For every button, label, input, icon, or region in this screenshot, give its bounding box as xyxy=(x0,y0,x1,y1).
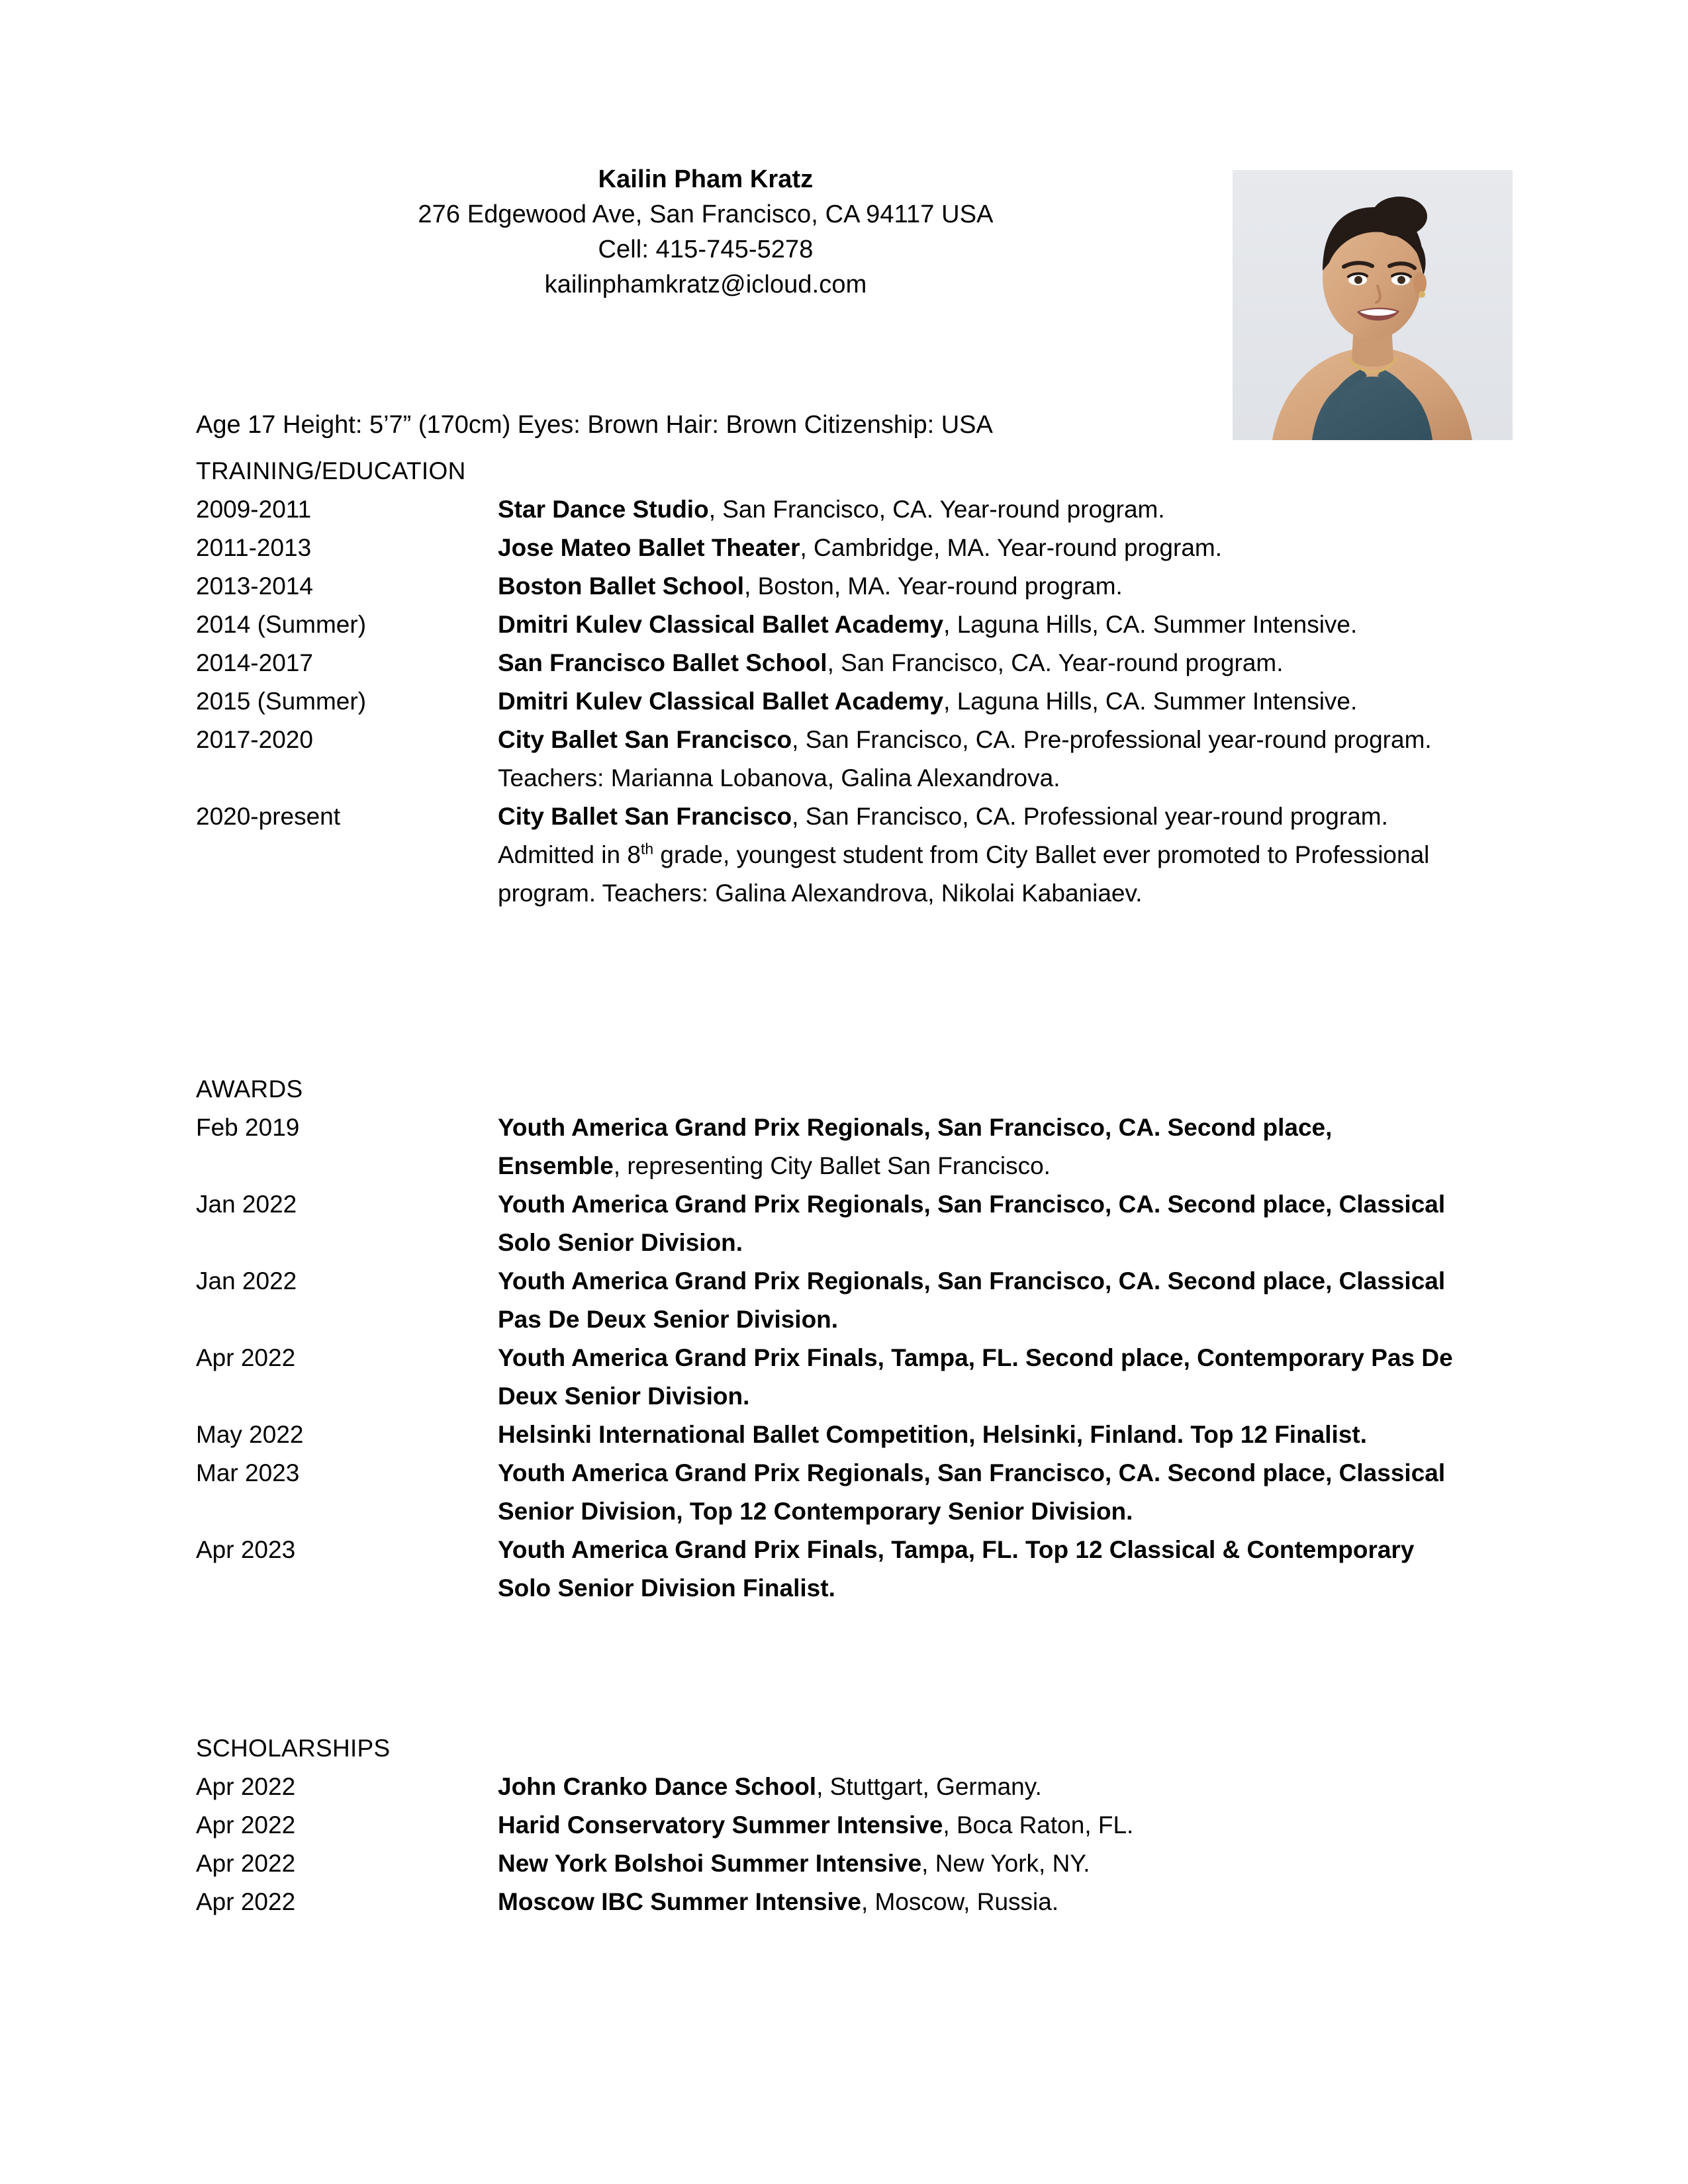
entry-date: May 2022 xyxy=(196,1421,304,1448)
entry-date: 2009-2011 xyxy=(196,496,312,523)
entry-detail-post: grade, youngest student from City Ballet ever promoted to Professional program. Teachers: Galina Alexandrova, Nikolai Kabaniaev. xyxy=(498,841,1430,907)
entry-detail-pre: , San Francisco, CA. Professional year-round program. Admitted in 8 xyxy=(498,803,1388,868)
entry-institution: Jose Mateo Ballet Theater xyxy=(498,534,800,561)
entry-row xyxy=(196,1339,1493,1416)
entry-body xyxy=(498,721,1461,797)
entry-date: Apr 2023 xyxy=(196,1536,296,1563)
entry-row xyxy=(196,1768,1493,1806)
entry-body xyxy=(498,529,1461,567)
entry-body xyxy=(498,1531,1461,1608)
entry-date: 2017-2020 xyxy=(196,726,313,753)
entry-award: Youth America Grand Prix Regionals, San Francisco, CA. Second place, Ensemble xyxy=(498,1114,1333,1179)
entry-institution: Moscow IBC Summer Intensive xyxy=(498,1888,861,1915)
entry-row xyxy=(196,1416,1493,1454)
section-scholarships xyxy=(196,1729,1493,1921)
entry-date: Mar 2023 xyxy=(196,1459,300,1486)
ordinal-suffix: th xyxy=(640,840,654,858)
entry-detail: , representing City Ballet San Francisco. xyxy=(613,1152,1051,1179)
entry-body xyxy=(498,1806,1493,1844)
entry-body xyxy=(498,1109,1461,1185)
entry-date: Feb 2019 xyxy=(196,1114,300,1141)
entry-institution: Dmitri Kulev Classical Ballet Academy xyxy=(498,611,944,638)
entry-award: Youth America Grand Prix Regionals, San Francisco, CA. Second place, Classical Solo Senior Division. xyxy=(498,1191,1446,1256)
section-heading: AWARDS xyxy=(196,1075,303,1103)
entry-award: Youth America Grand Prix Finals, Tampa, FL. Second place, Contemporary Pas De Deux Senior Division. xyxy=(498,1344,1453,1410)
entry-date: Jan 2022 xyxy=(196,1191,297,1218)
entry-body xyxy=(498,644,1461,682)
entry-date: Apr 2022 xyxy=(196,1850,296,1877)
headshot-photo xyxy=(1233,170,1513,440)
entry-date: 2015 (Summer) xyxy=(196,688,367,715)
entry-institution: John Cranko Dance School xyxy=(498,1773,817,1800)
entry-row xyxy=(196,1262,1493,1339)
entry-date: Apr 2022 xyxy=(196,1811,296,1839)
entry-body xyxy=(498,1844,1493,1883)
section-awards xyxy=(196,1070,1493,1608)
section-heading: SCHOLARSHIPS xyxy=(196,1735,391,1762)
entry-date: 2014 (Summer) xyxy=(196,611,367,638)
entry-row xyxy=(196,490,1493,529)
entry-row xyxy=(196,1185,1493,1262)
entry-detail: , Cambridge, MA. Year-round program. xyxy=(800,534,1223,561)
entry-institution: Boston Ballet School xyxy=(498,572,745,600)
entry-institution: City Ballet San Francisco xyxy=(498,803,792,830)
entry-body xyxy=(498,606,1461,644)
entry-detail: , San Francisco, CA. Year-round program. xyxy=(708,496,1165,523)
entry-body xyxy=(498,1185,1461,1262)
entry-body xyxy=(498,1883,1493,1921)
entry-award: Youth America Grand Prix Regionals, San Francisco, CA. Second place, Classical Pas De Deux Senior Division. xyxy=(498,1267,1446,1333)
entry-row xyxy=(196,1883,1493,1921)
entry-detail: , San Francisco, CA. Year-round program. xyxy=(827,649,1284,676)
entry-detail: , Laguna Hills, CA. Summer Intensive. xyxy=(943,688,1358,715)
entry-row xyxy=(196,567,1493,606)
entry-institution: Harid Conservatory Summer Intensive xyxy=(498,1811,943,1839)
header-email: kailinphamkratz@icloud.com xyxy=(544,271,867,298)
entry-detail: , San Francisco, CA. Pre-professional year-round program. Teachers: Marianna Lobanova, Galina Alexandrova. xyxy=(498,726,1432,792)
section-training-education xyxy=(196,452,1493,913)
entry-row xyxy=(196,1531,1493,1608)
entry-detail: , Stuttgart, Germany. xyxy=(816,1773,1042,1800)
entry-institution: Dmitri Kulev Classical Ballet Academy xyxy=(498,688,944,715)
header-contact-block xyxy=(196,162,1215,302)
entry-date: 2014-2017 xyxy=(196,649,313,676)
entry-date: 2020-present xyxy=(196,803,341,830)
entry-date: Apr 2022 xyxy=(196,1888,296,1915)
entry-row xyxy=(196,606,1493,644)
vitals-line: Age 17 Height: 5’7” (170cm) Eyes: Brown Hair: Brown Citizenship: USA xyxy=(196,411,993,439)
entry-institution: Star Dance Studio xyxy=(498,496,709,523)
entry-row xyxy=(196,721,1493,797)
entry-row xyxy=(196,1844,1493,1883)
entry-institution: New York Bolshoi Summer Intensive xyxy=(498,1850,922,1877)
entry-institution: City Ballet San Francisco xyxy=(498,726,792,753)
entry-date: 2011-2013 xyxy=(196,534,312,561)
entry-body xyxy=(498,1454,1461,1531)
headshot-illustration xyxy=(1233,170,1513,440)
page-title: Kailin Pham Kratz xyxy=(598,165,814,193)
entry-row xyxy=(196,1109,1493,1185)
entry-detail: , Laguna Hills, CA. Summer Intensive. xyxy=(943,611,1358,638)
entry-body xyxy=(498,682,1461,721)
entry-row xyxy=(196,1806,1493,1844)
entry-date: Apr 2022 xyxy=(196,1773,296,1800)
entry-row xyxy=(196,529,1493,567)
entry-body xyxy=(498,567,1461,606)
entry-award: Youth America Grand Prix Finals, Tampa, FL. Top 12 Classical & Contemporary Solo Senior Division Finalist. xyxy=(498,1536,1415,1602)
entry-detail: , New York, NY. xyxy=(921,1850,1090,1877)
entry-row xyxy=(196,797,1493,913)
entry-row xyxy=(196,644,1493,682)
entry-body xyxy=(498,1416,1461,1454)
entry-row xyxy=(196,1454,1493,1531)
entry-body xyxy=(498,1262,1461,1339)
entry-award: Youth America Grand Prix Regionals, San Francisco, CA. Second place, Classical Senior Division, Top 12 Contemporary Senior Division. xyxy=(498,1459,1446,1525)
entry-date: Jan 2022 xyxy=(196,1267,297,1295)
entry-award: Helsinki International Ballet Competition, Helsinki, Finland. Top 12 Finalist. xyxy=(498,1421,1367,1448)
header-phone: Cell: 415-745-5278 xyxy=(598,236,814,263)
entry-row xyxy=(196,682,1493,721)
entry-body xyxy=(498,1339,1461,1416)
header-address: 276 Edgewood Ave, San Francisco, CA 94117 USA xyxy=(418,201,994,228)
entry-body xyxy=(498,1768,1493,1806)
entry-institution: San Francisco Ballet School xyxy=(498,649,827,676)
entry-date: 2013-2014 xyxy=(196,572,313,600)
entry-body xyxy=(498,797,1461,913)
entry-body xyxy=(498,490,1461,529)
section-heading: TRAINING/EDUCATION xyxy=(196,457,466,484)
entry-detail: , Moscow, Russia. xyxy=(861,1888,1059,1915)
entry-detail: , Boca Raton, FL. xyxy=(943,1811,1134,1839)
entry-detail: , Boston, MA. Year-round program. xyxy=(744,572,1123,600)
entry-date: Apr 2022 xyxy=(196,1344,296,1371)
